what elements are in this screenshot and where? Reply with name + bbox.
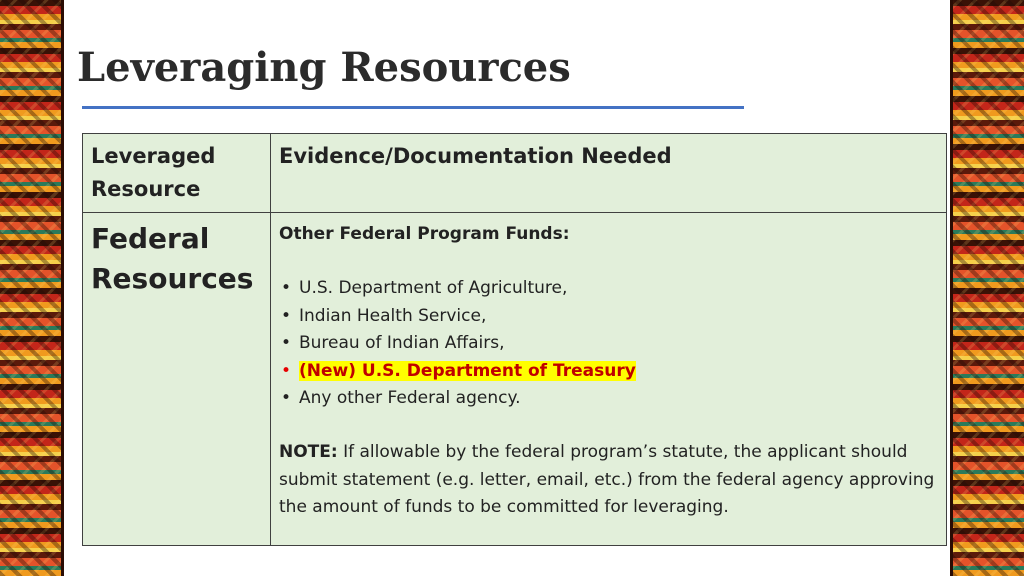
agency-usda: U.S. Department of Agriculture, [299, 278, 568, 299]
decorative-border-left [0, 0, 64, 576]
evidence-table [82, 133, 947, 546]
list-item [279, 385, 938, 412]
header-evidence-needed: Evidence/Documentation Needed [271, 134, 947, 213]
agency-treasury-highlight: (New) U.S. Department of Treasury [299, 360, 636, 381]
note-paragraph [279, 439, 938, 521]
agency-other: Any other Federal agency. [299, 388, 521, 409]
resource-name: Federal Resources [83, 213, 271, 546]
decorative-border-right [952, 0, 1024, 576]
title-underline [82, 106, 744, 109]
list-item [279, 275, 938, 302]
list-item [279, 303, 938, 330]
agency-ihs: Indian Health Service, [299, 305, 487, 326]
details-subhead: Other Federal Program Funds: [279, 224, 570, 244]
note-text: If allowable by the federal program’s statute, the applicant should submit statement (e.g. letter, email, etc.) from the federal agency approving the amount of funds to be committed for leveraging. [279, 442, 935, 518]
slide-title: Leveraging Resources [77, 44, 571, 91]
border-divider-left [61, 0, 64, 576]
agency-list [279, 275, 938, 412]
border-divider-right [950, 0, 953, 576]
table-row [83, 213, 947, 546]
list-item [279, 330, 938, 357]
agency-bia: Bureau of Indian Affairs, [299, 333, 505, 354]
evidence-details [271, 213, 947, 546]
header-leveraged-resource: Leveraged Resource [83, 134, 271, 213]
note-label: NOTE: [279, 442, 338, 463]
table-header-row [83, 134, 947, 213]
list-item-highlighted [279, 358, 938, 385]
